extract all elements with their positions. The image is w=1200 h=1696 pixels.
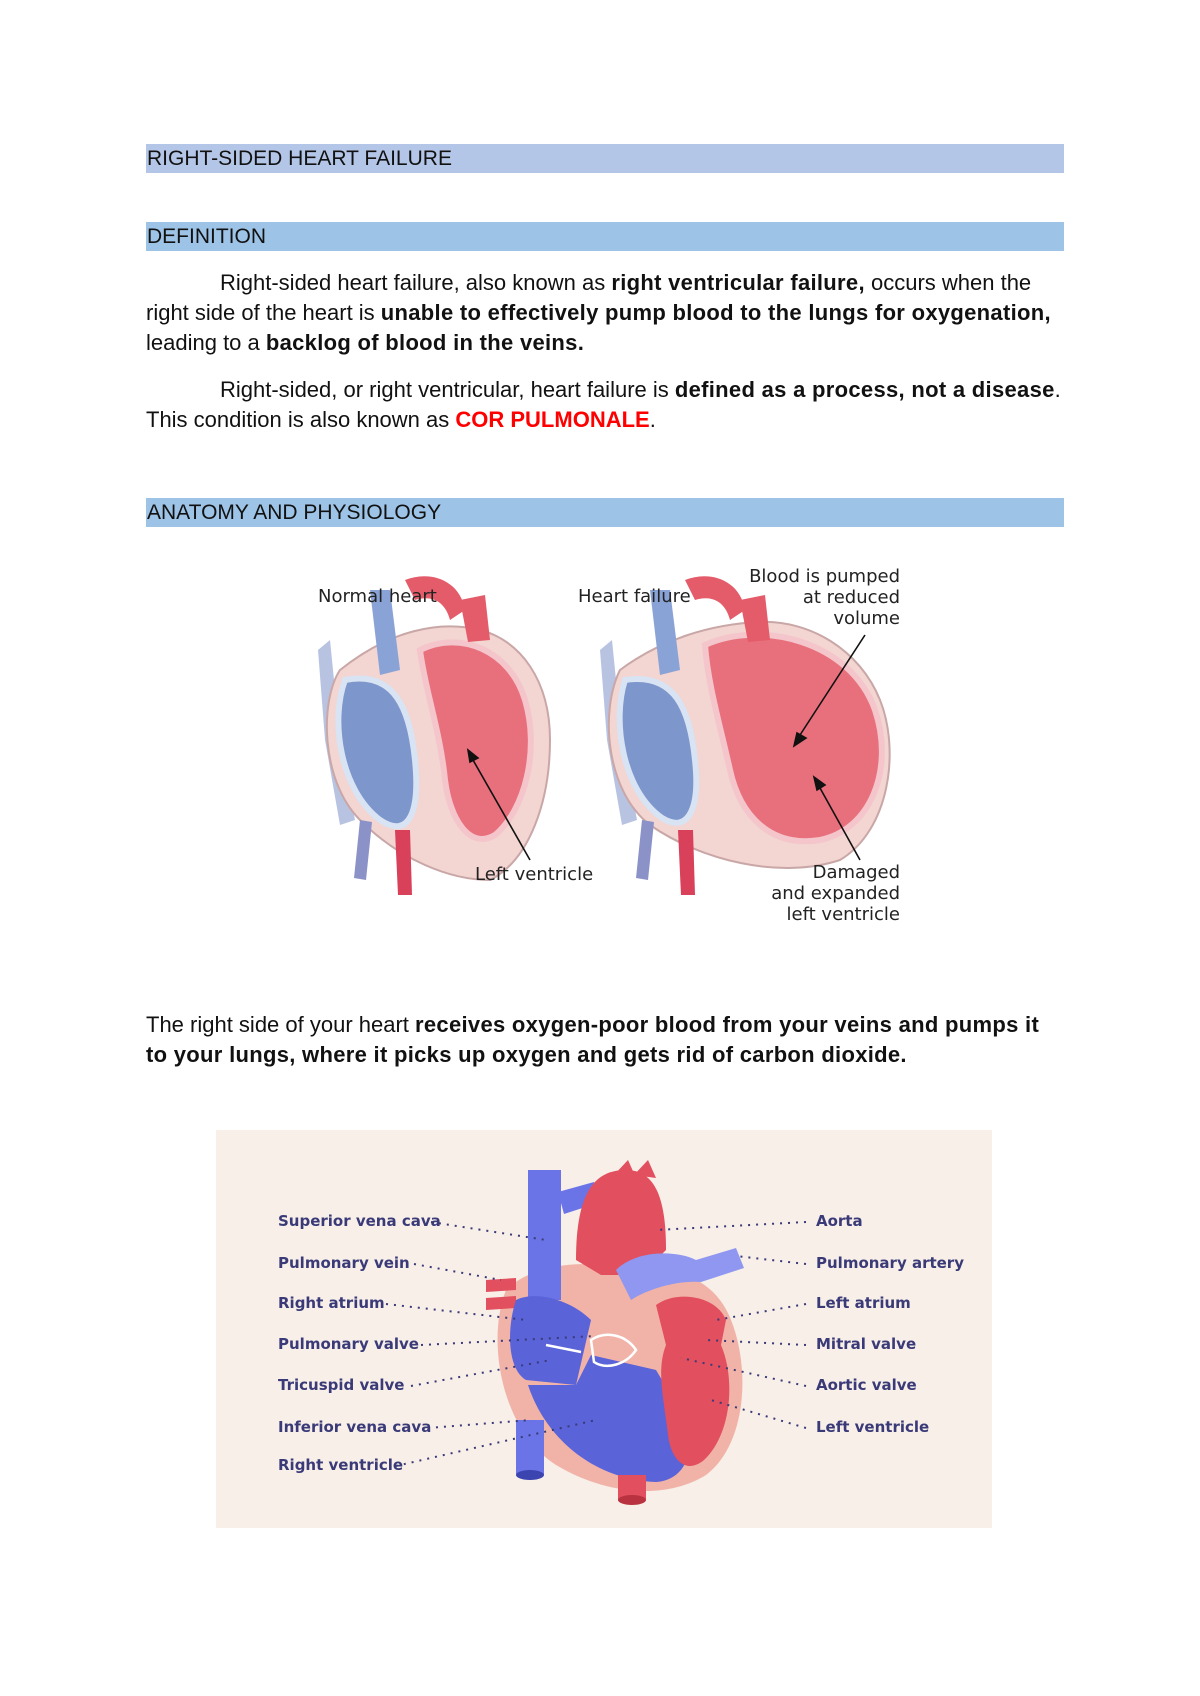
p2-text-3: . [649, 407, 656, 432]
document-title: RIGHT-SIDED HEART FAILURE [146, 144, 1064, 173]
label-pulmonary-artery: Pulmonary artery [816, 1254, 964, 1272]
pumped-label-line-1: Blood is pumped [749, 566, 900, 587]
anatomy-paragraph [146, 1010, 1066, 1070]
label-inferior-vena-cava: Inferior vena cava [278, 1418, 432, 1436]
heart-anatomy-diagram [216, 1130, 992, 1528]
label-superior-vena-cava: Superior vena cava [278, 1212, 441, 1230]
label-pulmonary-vein: Pulmonary vein [278, 1254, 410, 1272]
p2-bold-1: defined as a process, not a disease [674, 377, 1055, 402]
label-aortic-valve: Aortic valve [816, 1376, 917, 1394]
label-aorta: Aorta [816, 1212, 863, 1230]
damaged-label-line-1: Damaged [812, 862, 900, 883]
p1-bold-3: backlog of blood in the veins. [265, 330, 585, 355]
anatomy-heading: ANATOMY AND PHYSIOLOGY [146, 498, 1064, 527]
pumped-label-line-2: at reduced [802, 587, 900, 608]
left-ventricle-label: Left ventricle [475, 864, 594, 885]
definition-paragraph-1 [146, 268, 1066, 358]
damaged-label-line-2: and expanded [771, 883, 900, 904]
p1-text-2: occurs when the right side of the heart is [146, 270, 1032, 325]
anatomy-text: The right side of your heart [146, 1012, 416, 1037]
pumped-label-line-3: volume [833, 608, 900, 629]
label-left-atrium: Left atrium [816, 1294, 911, 1312]
normal-heart-label: Normal heart [318, 586, 437, 607]
label-left-ventricle: Left ventricle [816, 1418, 930, 1436]
p2-text-1: Right-sided, or right ventricular, heart failure is [220, 377, 675, 402]
definition-paragraph-2 [146, 375, 1066, 435]
damaged-label-line-3: left ventricle [786, 904, 900, 925]
heart-comparison-figure [300, 560, 920, 930]
label-mitral-valve: Mitral valve [816, 1335, 917, 1353]
p2-text-2: . This condition is also known as [146, 377, 1061, 432]
cor-pulmonale-highlight: COR PULMONALE [455, 407, 650, 432]
label-right-atrium: Right atrium [278, 1294, 385, 1312]
definition-heading: DEFINITION [146, 222, 1064, 251]
p1-text-3: leading to a [146, 330, 266, 355]
heart-failure-label: Heart failure [578, 586, 691, 607]
label-right-ventricle: Right ventricle [278, 1456, 404, 1474]
p1-bold-2: unable to effectively pump blood to the lungs for oxygenation, [380, 300, 1051, 325]
label-pulmonary-valve: Pulmonary valve [278, 1335, 419, 1353]
label-tricuspid-valve: Tricuspid valve [278, 1376, 405, 1394]
p1-text-1: Right-sided heart failure, also known as [220, 270, 612, 295]
anatomy-bold-text: receives oxygen-poor blood from your veins and pumps it to your lungs, where it picks up oxygen and gets rid of carbon dioxide. [146, 1012, 1040, 1067]
normal-heart-illustration [318, 576, 550, 895]
p1-bold-1: right ventricular failure, [611, 270, 865, 295]
